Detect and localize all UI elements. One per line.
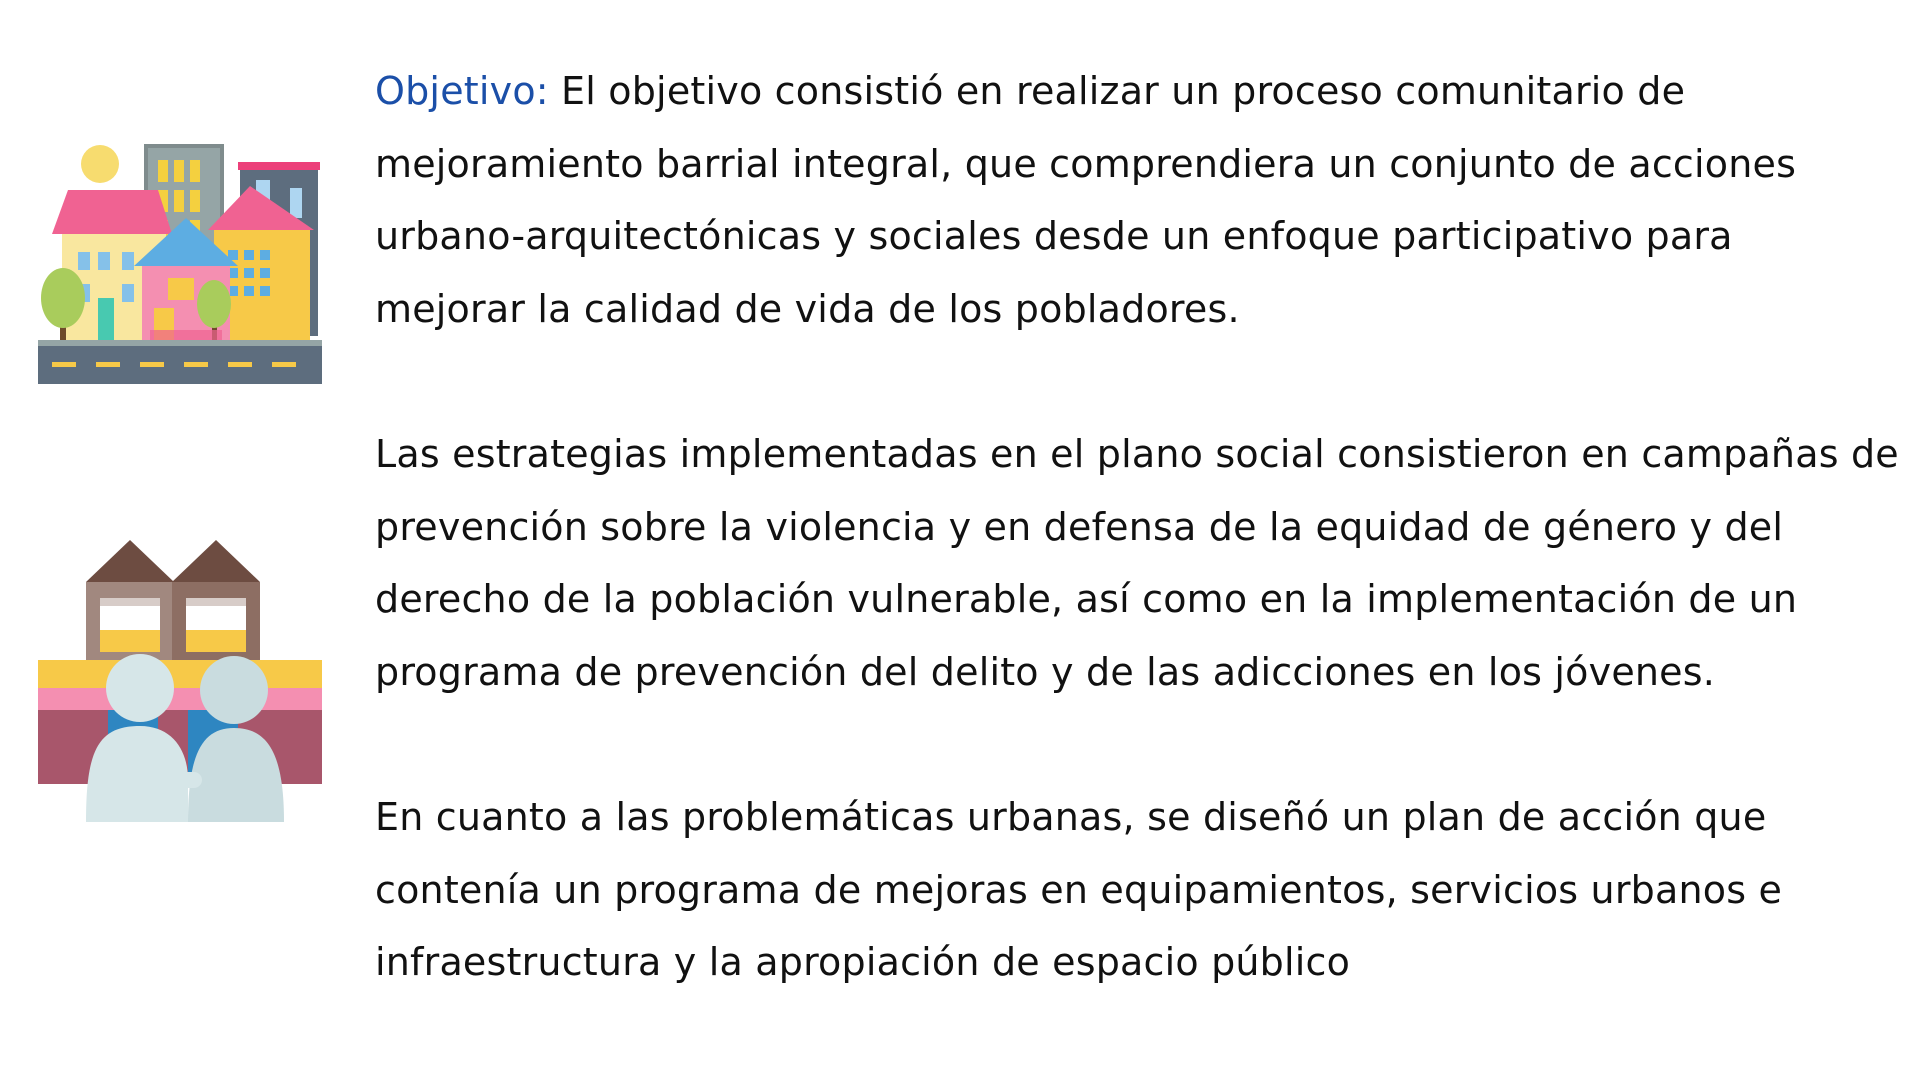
city-buildings-icon	[38, 138, 322, 384]
objective-paragraph	[375, 55, 1875, 345]
people-meeting-icon	[38, 540, 322, 822]
urban-problems-paragraph	[375, 781, 1875, 999]
urban-problems-text: En cuanto a las problemáticas urbanas, se diseñó un plan de acción que contenía un programa de mejoras en equipamientos, servicios urbanos e infraestructura y la apropiación de espacio público	[375, 795, 1783, 984]
social-strategies-paragraph	[375, 418, 1905, 708]
objective-label: Objetivo:	[375, 69, 549, 113]
objective-text: El objetivo consistió en realizar un proceso comunitario de mejoramiento barrial integral, que comprendiera un conjunto de acciones urbano-arquitectónicas y sociales desde un enfoque participativo para mejorar la calidad de vida de los pobladores.	[375, 69, 1797, 331]
social-strategies-text: Las estrategias implementadas en el plano social consistieron en campañas de prevención sobre la violencia y en defensa de la equidad de género y del derecho de la población vulnerable, así como en la implementación de un programa de prevención del delito y de las adicciones en los jóvenes.	[375, 432, 1899, 694]
